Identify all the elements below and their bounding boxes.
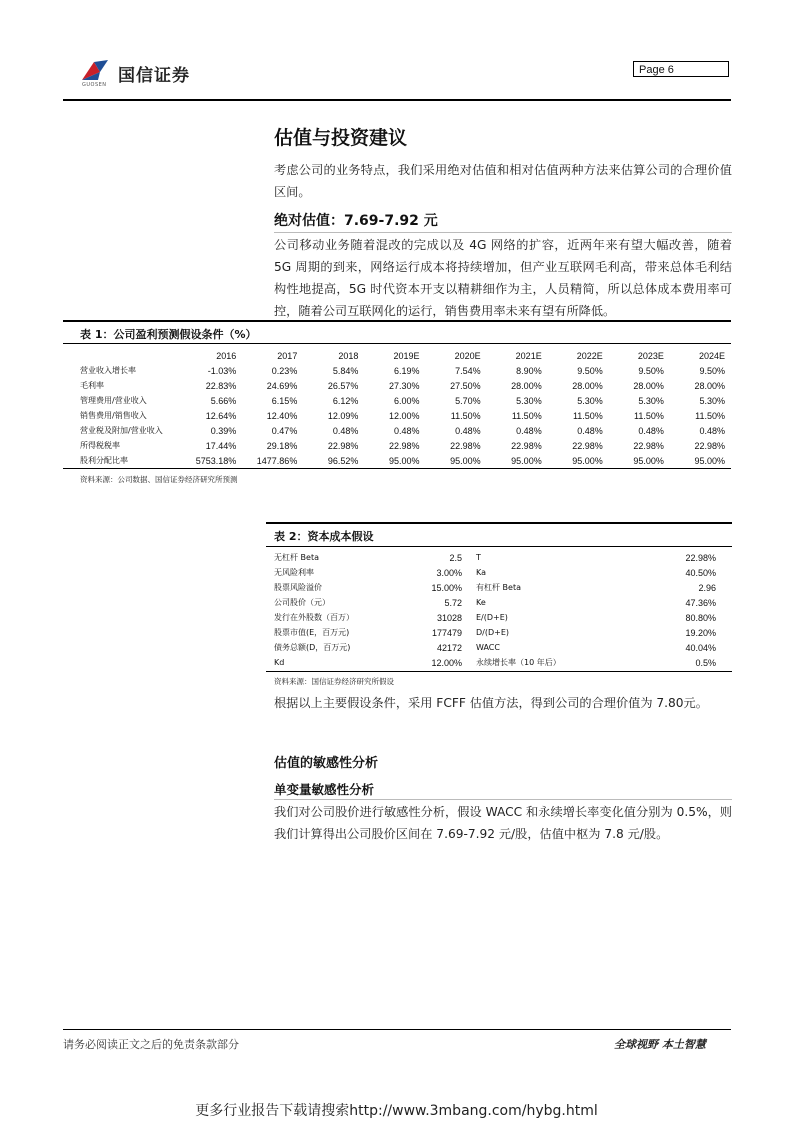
table1-column-header: 2024E — [698, 350, 725, 361]
table-cell: 95.00% — [633, 455, 664, 466]
param-label: 无风险利率 — [274, 568, 314, 577]
table-cell: 12.00% — [388, 410, 420, 421]
footer-slogan: 全球视野 本土智慧 — [614, 1038, 706, 1051]
table-cell: 22.98% — [450, 440, 481, 451]
param-label: 永续增长率（10 年后） — [476, 658, 561, 667]
absolute-valuation-paragraph: 公司移动业务随着混改的完成以及 4G 网络的扩容，近两年来有望大幅改善，随着 5G 周期的到来，网络运行成本将持续增加，但产业互联网毛利高，带来总体毛利结构性地提高，5G 时代资本开支以精耕细作为主，人员精简，所以总体成本费用率可控，随着公司互联网化的运行，销售费用率未来有望有所降低。 — [274, 238, 732, 318]
param-value: 19.20% — [685, 627, 716, 638]
table-cell: 28.00% — [633, 380, 664, 391]
table2-source: 资料来源：国信证券经济研究所假设 — [274, 677, 394, 686]
table-cell: 5753.18% — [195, 455, 237, 466]
table-cell: 12.64% — [205, 410, 237, 421]
param-value: 2.96 — [698, 582, 716, 593]
table-cell: 0.47% — [271, 425, 298, 436]
row-label: 股利分配比率 — [80, 456, 128, 465]
table1-corner-cell — [80, 348, 175, 363]
param-value: 31028 — [436, 612, 462, 623]
logo-mark-icon — [78, 58, 114, 84]
section-title: 估值与投资建议 — [274, 127, 408, 149]
table-row — [80, 363, 725, 378]
param-value: 5.72 — [444, 597, 462, 608]
profit-forecast-table — [80, 348, 725, 468]
param-label: WACC — [476, 643, 500, 652]
table-row — [274, 550, 716, 565]
table-cell: 12.40% — [266, 410, 298, 421]
table1-column-header: 2020E — [454, 350, 481, 361]
table-row — [80, 438, 725, 453]
table-cell: 5.84% — [332, 365, 359, 376]
table-cell: 96.52% — [327, 455, 359, 466]
table-cell: 1477.86% — [256, 455, 298, 466]
table1-top-rule — [63, 320, 731, 322]
param-label: E/(D+E) — [476, 613, 508, 622]
table1-column-header: 2016 — [216, 350, 237, 361]
table-cell: 95.00% — [511, 455, 542, 466]
param-label: Kd — [274, 658, 285, 667]
table1-column-header: 2021E — [515, 350, 542, 361]
table-cell: 0.39% — [210, 425, 237, 436]
param-value: 40.04% — [685, 642, 716, 653]
intro-paragraph: 考虑公司的业务特点，我们采用绝对估值和相对估值两种方法来估算公司的合理价值区间。 — [274, 163, 732, 199]
table-cell: 9.50% — [699, 365, 725, 376]
table-cell: 9.50% — [638, 365, 664, 376]
param-value: 15.00% — [431, 582, 462, 593]
row-label: 毛利率 — [80, 381, 104, 390]
logo-text: 国信证券 — [118, 66, 190, 86]
table-cell: 22.98% — [572, 440, 603, 451]
param-label: 债务总额(D，百万元) — [274, 643, 351, 652]
table-cell: -1.03% — [207, 365, 237, 376]
table-cell: 26.57% — [327, 380, 359, 391]
row-label: 所得税税率 — [80, 441, 120, 450]
table1-column-header: 2022E — [576, 350, 603, 361]
table-cell: 28.00% — [511, 380, 542, 391]
table-cell: 95.00% — [572, 455, 603, 466]
sensitivity-subheading: 单变量敏感性分析 — [274, 782, 375, 797]
param-value: 40.50% — [685, 567, 716, 578]
table-cell: 5.30% — [516, 395, 542, 406]
table-cell: 0.48% — [577, 425, 603, 436]
table-row — [80, 378, 725, 393]
param-label: D/(D+E) — [476, 628, 510, 637]
row-label: 销售费用/销售收入 — [80, 411, 147, 420]
capital-cost-table — [274, 550, 716, 670]
param-label: 公司股价（元） — [274, 598, 330, 607]
table-cell: 22.98% — [694, 440, 725, 451]
table-row — [80, 393, 725, 408]
table-cell: 95.00% — [694, 455, 725, 466]
param-label: 发行在外股数（百万） — [274, 613, 354, 622]
param-value: 22.98% — [685, 552, 716, 563]
param-value: 80.80% — [685, 612, 716, 623]
table-cell: 7.54% — [455, 365, 481, 376]
table2-title: 表 2：资本成本假设 — [274, 530, 374, 543]
table-cell: 17.44% — [205, 440, 237, 451]
table-cell: 6.12% — [332, 395, 359, 406]
table1-header-row — [80, 348, 725, 363]
table-cell: 29.18% — [266, 440, 298, 451]
table1-bottom-rule — [63, 468, 731, 469]
param-value: 2.5 — [449, 552, 462, 563]
row-label: 营业税及附加/营业收入 — [80, 426, 163, 435]
table-cell: 5.30% — [638, 395, 664, 406]
table-cell: 22.98% — [327, 440, 359, 451]
conclusion-paragraph: 根据以上主要假设条件，采用 FCFF 估值方法，得到公司的合理价值为 7.80元。 — [274, 696, 708, 710]
table-cell: 22.98% — [388, 440, 420, 451]
table-cell: 11.50% — [695, 410, 725, 421]
sensitivity-heading: 估值的敏感性分析 — [274, 756, 379, 771]
table-cell: 5.66% — [210, 395, 237, 406]
table-cell: 5.30% — [577, 395, 603, 406]
param-value: 0.5% — [695, 657, 716, 668]
table-cell: 0.48% — [516, 425, 542, 436]
table-cell: 9.50% — [577, 365, 603, 376]
table-cell: 11.50% — [450, 410, 481, 421]
table1-column-header: 2017 — [277, 350, 298, 361]
row-label: 营业收入增长率 — [80, 366, 136, 375]
table2-title-rule — [266, 546, 732, 547]
param-label: 股票市值(E，百万元) — [274, 628, 350, 637]
table-cell: 28.00% — [572, 380, 603, 391]
header-divider — [63, 99, 731, 101]
table-cell: 95.00% — [450, 455, 481, 466]
table-cell: 95.00% — [388, 455, 420, 466]
table-cell: 6.19% — [393, 365, 420, 376]
table-row — [274, 625, 716, 640]
table-row — [274, 610, 716, 625]
subheading-underline — [274, 799, 732, 800]
table-cell: 11.50% — [572, 410, 603, 421]
table-cell: 22.98% — [633, 440, 664, 451]
param-label: 有杠杆 Beta — [476, 583, 521, 592]
param-value: 47.36% — [685, 597, 716, 608]
table1-source: 资料来源：公司数据、国信证券经济研究所预测 — [80, 475, 238, 484]
page-number-box: Page 6 — [633, 61, 729, 77]
table-row — [80, 453, 725, 468]
param-label: Ke — [476, 598, 486, 607]
table-row — [80, 408, 725, 423]
table-cell: 0.48% — [455, 425, 481, 436]
table-row — [274, 565, 716, 580]
param-value: 177479 — [431, 627, 462, 638]
sensitivity-paragraph: 我们对公司股价进行敏感性分析，假设 WACC 和永续增长率变化值分别为 0.5%，则我们计算得出公司股价区间在 7.69-7.92 元/股，估值中枢为 7.8 元/股。 — [274, 805, 732, 841]
param-value: 12.00% — [431, 657, 462, 668]
table-cell: 5.30% — [699, 395, 725, 406]
param-value: 3.00% — [436, 567, 462, 578]
table-cell: 27.50% — [450, 380, 481, 391]
table-cell: 22.98% — [511, 440, 542, 451]
table1-column-header: 2019E — [393, 350, 420, 361]
table-cell: 11.50% — [634, 410, 664, 421]
table1-column-header: 2018 — [338, 350, 359, 361]
table-cell: 24.69% — [266, 380, 298, 391]
footer-divider — [63, 1029, 731, 1030]
table2-top-rule — [266, 522, 732, 524]
heading-underline — [274, 232, 732, 233]
absolute-valuation-heading: 绝对估值：7.69-7.92 元 — [274, 213, 438, 229]
param-label: Ka — [476, 568, 487, 577]
table-row — [274, 595, 716, 610]
table-cell: 0.23% — [271, 365, 298, 376]
table1-title-rule — [63, 343, 731, 344]
table2-bottom-rule — [266, 671, 732, 672]
table-cell: 6.00% — [393, 395, 420, 406]
table-row — [80, 423, 725, 438]
table-cell: 8.90% — [516, 365, 542, 376]
footer-disclaimer: 请务必阅读正文之后的免责条款部分 — [63, 1038, 239, 1051]
table-cell: 28.00% — [694, 380, 725, 391]
table1-title: 表 1：公司盈利预测假设条件（%） — [80, 328, 257, 341]
table-cell: 27.30% — [388, 380, 420, 391]
table-cell: 0.48% — [332, 425, 359, 436]
table-cell: 0.48% — [699, 425, 725, 436]
table-cell: 6.15% — [271, 395, 298, 406]
download-notice[interactable]: 更多行业报告下载请搜索http://www.3mbang.com/hybg.html — [195, 1103, 598, 1119]
param-label: 无杠杆 Beta — [274, 553, 319, 562]
table-cell: 12.09% — [327, 410, 359, 421]
table-cell: 5.70% — [455, 395, 481, 406]
table-cell: 0.48% — [638, 425, 664, 436]
table-row — [274, 580, 716, 595]
param-label: 股票风险溢价 — [274, 583, 322, 592]
param-label: T — [476, 553, 481, 562]
table-cell: 0.48% — [393, 425, 420, 436]
table-row — [274, 640, 716, 655]
table-row — [274, 655, 716, 670]
param-value: 42172 — [436, 642, 462, 653]
row-label: 管理费用/营业收入 — [80, 396, 147, 405]
logo-subtext: GUOSEN — [82, 82, 107, 88]
table-cell: 22.83% — [205, 380, 237, 391]
table-cell: 11.50% — [511, 410, 542, 421]
table1-column-header: 2023E — [637, 350, 664, 361]
